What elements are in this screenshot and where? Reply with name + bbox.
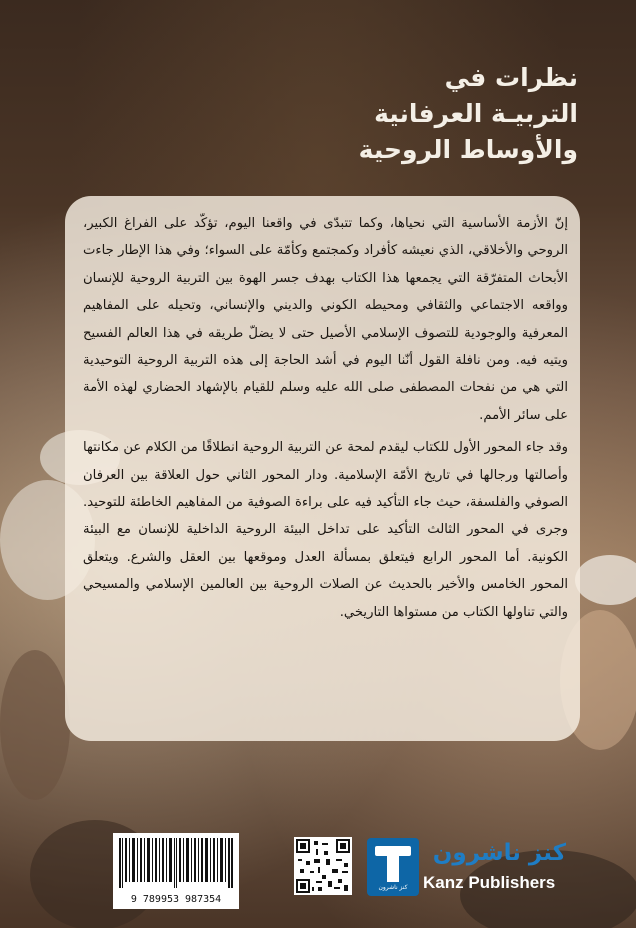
logo-caption: كنز ناشرون [378,884,408,891]
isbn-number: 9 789953 987354 [130,894,222,905]
publisher-name-english: Kanz Publishers [423,873,556,892]
book-title-line-1: نظرات في [444,63,578,92]
publisher-name-arabic: كنز ناشرون [432,840,566,866]
background-figure [0,650,70,800]
book-title-line-2: التربيـة العرفانية [374,99,578,128]
publisher-logo [367,838,419,896]
background-figure [575,555,636,605]
qr-code[interactable] [294,837,352,895]
qr-code-pattern [294,837,352,895]
blurb-paragraph-1: إنّ الأزمة الأساسية التي نحياها، وكما تتبدّى في واقعنا اليوم، تؤكّد على الفراغ الكبير، الروحي والأخلاقي، الذي نعيشه كأفراد وكمجتمع وكأمّة على السواء؛ وفي هذا الإطار جاءت الأبحاث المتفرّقة التي يجمعها هذا الكتاب بهدف جسر الهوة بين التربية الروحية للإنسان وواقعه الاجتماعي والثقافي ومحيطه الكوني والديني والإنساني، وتحيله على المفاهيم المعرفية والوجودية للتصوف الإسلامي الأصيل حتى لا يضلّ طريقه في هذا العالم الفسيح ويتيه فيه. ومن نافلة القول أنّنا اليوم في أشد الحاجة إلى هذه التربية الروحية التوحيدية التي هي من نفحات المصطفى صلى الله عليه وسلم للقيام بالإشهاد الحضاري لهذه الأمة على سائر الأمم. [83,216,568,423]
logo-shape [375,846,411,856]
blurb-paragraph-2: وقد جاء المحور الأول للكتاب ليقدم لمحة عن التربية الروحية انطلاقًا من الكلام عن مكانتها وأصالتها ورجالها في تاريخ الأمّة الإسلامية. ودار المحور الثاني حول العلاقة بين العرفان الصوفي والفلسفة، حيث جاء التأكيد فيه على براءة الصوفية من المفاهيم الخاطئة للتوحيد. وجرى في المحور الثالث التأكيد على تداخل البيئة الروحية الداخلية للإنسان مع البيئة الكونية. أما المحور الرابع فيتعلق بمسألة العدل وموقعها بين العقل والشرع. ويتعلق المحور الخامس والأخير بالحديث عن الصلات الروحية بين العالمين الإسلامي والمسيحي والتي تناولها الكتاب من مستواها التاريخي. [83,440,568,620]
book-title [338,60,578,168]
book-title-line-3: والأوساط الروحية [358,135,578,164]
blurb-text [83,210,568,626]
isbn-barcode [113,833,239,909]
blurb-panel [65,196,580,741]
logo-shape [387,856,399,882]
barcode-bars [119,838,233,888]
